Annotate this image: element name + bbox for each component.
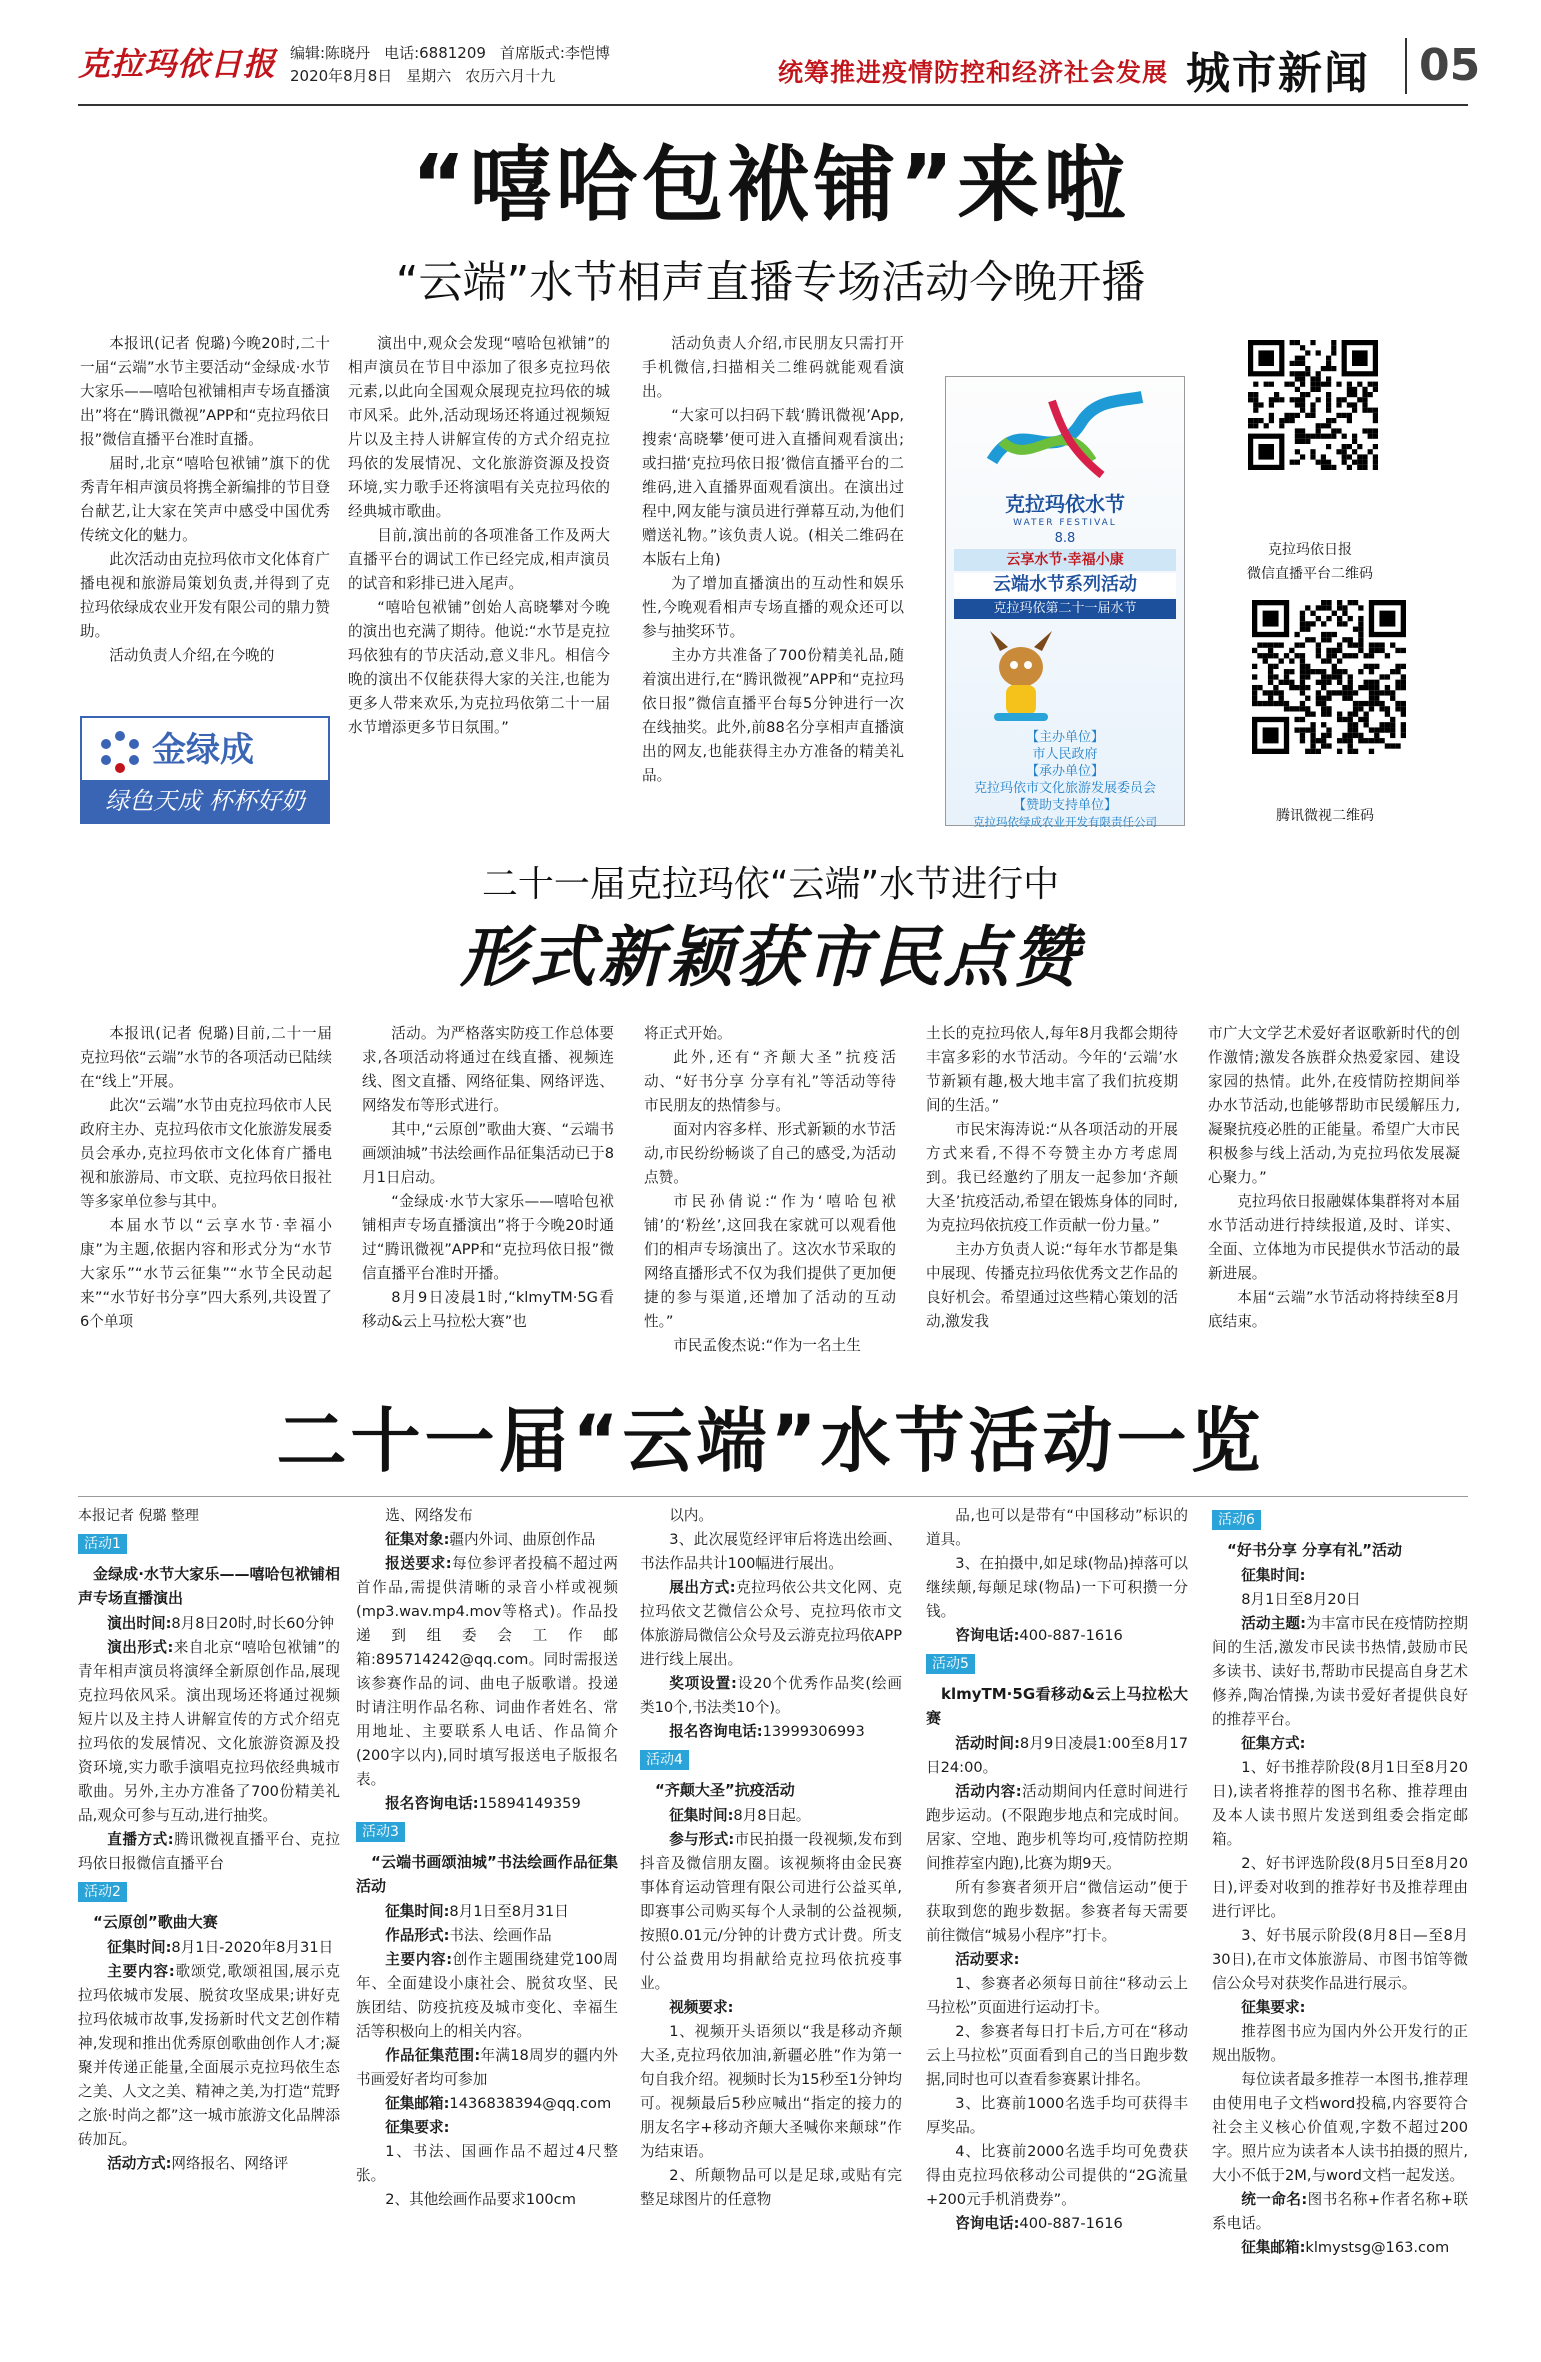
activity-field <box>926 1732 1188 1780</box>
field-label: 征集邮箱: <box>1241 2239 1306 2256</box>
article2-title: 形式新颖获市民点赞 <box>460 919 1081 996</box>
paragraph: 市民宋海涛说:“从各项活动的开展方式来看,不得不夸赞主办方考虑周到。我已经邀约了朋友一起参加‘齐颠大圣’抗疫活动,希望在锻炼身体的同时,为克拉玛依抗疫工作贡献一份力量。” <box>926 1121 1178 1234</box>
article1-subtitle: “云端”水节相声直播专场活动今晚开播 <box>395 257 1146 308</box>
article3-col2 <box>356 1504 618 2212</box>
paragraph: 面对内容多样、形式新颖的水节活动,市民纷纷畅谈了自己的感受,为活动点赞。 <box>644 1121 896 1186</box>
paragraph: 活动负责人介绍,市民朋友只需打开手机微信,扫描相关二维码就能观看演出。 <box>642 335 904 400</box>
paragraph: 每位读者最多推荐一本图书,推荐理由使用电子文档word投稿,内容要符合社会主义核心价值观,字数不超过200字。照片应为读者本人读书拍摄的照片,大小不低于2M,与word文档一起发送。 <box>1212 2071 1468 2184</box>
paragraph: 2、所颠物品可以是足球,或贴有完整足球图片的任意物 <box>640 2167 902 2208</box>
activity-field <box>356 1900 618 1924</box>
paragraph: 1、视频开头语须以“我是移动齐颠大圣,克拉玛依加油,新疆必胜”作为第一句自我介绍。视频时长为15秒至1分钟均可。视频最后5秒应喊出“指定的接力的朋友名字+移动齐颠大圣喊你来颠球”作为结束语。 <box>640 2023 902 2160</box>
activity-field <box>78 1828 340 1876</box>
paragraph: 3、好书展示阶段(8月8日—至8月30日),在市文体旅游局、市图书馆等微信公众号对获奖作品进行展示。 <box>1212 1927 1468 1992</box>
newspaper-logo: 克拉玛依日报 <box>78 45 277 83</box>
field-label: 直播方式: <box>107 1831 174 1848</box>
activity-field <box>640 1576 902 1672</box>
page-slogan: 统筹推进疫情防控和经济社会发展 <box>778 58 1169 87</box>
activity-title: “齐颠大圣”抗疫活动 <box>655 1781 795 1799</box>
festival-logo-icon <box>982 391 1150 487</box>
article1-col3 <box>642 332 904 788</box>
field-label: 演出形式: <box>107 1639 174 1656</box>
paragraph: 4、比赛前2000名选手均可免费获得由克拉玛依移动公司提供的“2G流量+200元手机消费券”。 <box>926 2143 1188 2208</box>
field-value: 8月1日-2020年8月31日 <box>171 1939 334 1956</box>
field-label: 咨询电话: <box>955 1627 1020 1644</box>
field-label: 作品征集范围: <box>385 2047 481 2064</box>
water-festival-poster <box>945 376 1185 829</box>
wechat-live-qr-code[interactable] <box>1248 340 1378 470</box>
paragraph: 3、在拍摄中,如足球(物品)掉落可以继续颠,每颠足球(物品)一下可积攒一分钱。 <box>926 1555 1188 1620</box>
article3-col3 <box>640 1504 902 2212</box>
field-label: 征集对象: <box>385 1531 450 1548</box>
paragraph: 活动负责人介绍,在今晚的 <box>109 647 275 664</box>
activity-field <box>926 1780 1188 1876</box>
field-value: 网络报名、网络评 <box>171 2155 289 2172</box>
activity-field <box>1212 1732 1468 1756</box>
field-value: 每位参评者投稿不超过两首作品,需提供清晰的录音小样或视频(mp3.wav.mp4.mov等格式)。作品投递到组委会工作邮箱:895714242@qq.com。同时需报送该参赛作品的词、曲电子版歌谱。投递时请注明作品名称、词曲作者姓名、常用地址、主要联系人电话、作品简介(200字以内),同时填写报送电子版报名表。 <box>356 1555 618 1788</box>
poster-edition: 克拉玛依第二十一届水节 <box>954 599 1176 619</box>
paragraph: 届时,北京“嘻哈包袱铺”旗下的优秀青年相声演员将携全新编排的节目登台献艺,让大家在笑声中感受中国优秀传统文化的魅力。 <box>80 455 330 544</box>
activity-field <box>78 1612 340 1636</box>
editor: 编辑:陈晓丹 <box>290 44 371 62</box>
paragraph: 克拉玛依日报融媒体集群将对本届水节活动进行持续报道,及时、详实、全面、立体地为市民提供水节活动的最新进展。 <box>1208 1193 1460 1282</box>
paragraph: 主办方共准备了700份精美礼品,随着演出进行,在“腾讯微视”APP和“克拉玛依日报”微信直播平台每5分钟进行一次在线抽奖。此外,前88名分享相声直播演出的网友,也能获得主办方准备的精美礼品。 <box>642 647 904 784</box>
field-value: 8月8日起。 <box>733 1807 811 1824</box>
field-value: 活动期间内任意时间进行跑步运动。(不限跑步地点和完成时间。居家、空地、跑步机等均可,疫情防控期间推荐室内跑),比赛为期9天。 <box>926 1783 1188 1872</box>
lunar-date: 农历六月十九 <box>465 67 556 85</box>
field-label: 主要内容: <box>385 1951 453 1968</box>
paragraph: 市民孟俊杰说:“作为一名土生 <box>673 1337 861 1354</box>
sponsor: 克拉玛依绿成农业开发有限责任公司 <box>973 815 1157 829</box>
article3-title: 二十一届“云端”水节活动一览 <box>276 1400 1265 1482</box>
field-label: 征集要求: <box>385 2119 450 2136</box>
activity-field <box>640 1804 902 1828</box>
article3-col5 <box>1212 1504 1468 2260</box>
paragraph: 此次活动由克拉玛依市文化体育广播电视和旅游局策划负责,并得到了克拉玛依绿成农业开发有限公司的鼎力赞助。 <box>80 551 330 640</box>
qr1-caption-line2: 微信直播平台二维码 <box>1247 566 1373 582</box>
article1-col2 <box>348 332 610 740</box>
sponsor-label: 【赞助支持单位】 <box>1012 798 1117 813</box>
ad-slogan: 绿色天成 杯杯好奶 <box>82 780 328 822</box>
field-value: 图书名称+作者名称+联系电话。 <box>1212 2191 1468 2232</box>
paragraph: 本报讯(记者 倪璐)今晚20时,二十一届“云端”水节主要活动“金绿成·水节大家乐——嘻哈包袱铺相声专场直播演出”将在“腾讯微视”APP和“克拉玛依日报”微信直播平台准时直播。 <box>80 335 330 448</box>
field-label: 活动要求: <box>955 1951 1020 1968</box>
activity-field <box>640 1996 902 2020</box>
field-value: 来自北京“嘻哈包袱铺”的青年相声演员将演绎全新原创作品,展现克拉玛依风采。演出现场还将通过视频短片以及主持人讲解宣传的方式介绍克拉玛依的发展情况、文化旅游资源及投资环境,实力歌手演唱克拉玛依经典城市歌曲。另外,主办方准备了700份精美礼品,观众可参与互动,进行抽奖。 <box>78 1639 341 1824</box>
field-label: 活动主题: <box>1241 1615 1306 1632</box>
field-label: 征集要求: <box>1241 1999 1306 2016</box>
paragraph: “金绿成·水节大家乐——嘻哈包袱铺相声专场直播演出”将于今晚20时通过“腾讯微视”APP和“克拉玛依日报”微信直播平台准时开播。 <box>362 1193 614 1282</box>
activity-title: “云端书画颂油城”书法绘画作品征集活动 <box>356 1853 618 1895</box>
field-label: 统一命名: <box>1241 2191 1308 2208</box>
field-label: 视频要求: <box>669 1999 734 2016</box>
phone: 电话:6881209 <box>384 44 486 62</box>
field-label: 征集邮箱: <box>385 2095 450 2112</box>
activity-field <box>78 1960 340 2152</box>
activity-field <box>356 1552 618 1792</box>
article3-divider <box>78 1496 1468 1497</box>
field-value: 市民拍摄一段视频,发布到抖音及微信朋友圈。该视频将由金民赛事体育运动管理有限公司进行公益买单,即赛事公司购买每个人录制的公益视频,按照0.01元/分钟的计费方式计费。所支付公益费用均捐献给克拉玛依抗疫事业。 <box>640 1831 903 1992</box>
paragraph: 本届“云端”水节活动将持续至8月底结束。 <box>1208 1289 1460 1330</box>
field-label: 征集时间: <box>1241 1567 1306 1584</box>
field-value: 创作主题围绕建党100周年、全面建设小康社会、脱贫攻坚、民族团结、防疫抗疫及城市变化、幸福生活等积极向上的相关内容。 <box>356 1951 619 2040</box>
field-value: 8月8日20时,时长60分钟 <box>171 1615 334 1632</box>
byline: 本报记者 倪璐 整理 <box>78 1508 199 1524</box>
activity-field <box>356 2116 618 2140</box>
activity-field <box>1212 1996 1468 2020</box>
article2-col1 <box>80 1022 332 1334</box>
host-label: 【主办单位】 <box>1025 730 1104 745</box>
field-label: 作品形式: <box>385 1927 450 1944</box>
paragraph: 将正式开始。 <box>644 1025 732 1042</box>
paragraph: 活动。为严格落实防疫工作总体要求,各项活动将通过在线直播、视频连线、图文直播、网络征集、网络评选、网络发布等形式进行。 <box>362 1025 614 1114</box>
activity-field <box>356 1948 618 2044</box>
poster-title: 克拉玛依水节 <box>1005 492 1125 516</box>
field-label: 活动内容: <box>955 1783 1022 1800</box>
page-number: 05 <box>1405 38 1480 94</box>
poster-theme: 云享水节·幸福小康 <box>954 549 1176 571</box>
activity-title: “好书分享 分享有礼”活动 <box>1227 1541 1402 1559</box>
qr2-caption: 腾讯微视二维码 <box>1276 808 1374 824</box>
field-label: 主要内容: <box>107 1963 175 1980</box>
paragraph: 市广大文学艺术爱好者讴歌新时代的创作激情;激发各族群众热爱家园、建设家园的热情。此外,在疫情防控期间举办水节活动,也能够帮助市民缓解压力,凝聚抗疫必胜的正能量。希望广大市民积极参与线上活动,为克拉玛依发展凝心聚力。” <box>1208 1025 1460 1186</box>
activity-field <box>78 2152 340 2176</box>
paragraph: 1、参赛者必须每日前往“移动云上马拉松”页面进行运动打卡。 <box>926 1975 1188 2016</box>
activity-field <box>640 1672 902 1720</box>
poster-subtitle-en: WATER FESTIVAL <box>1013 518 1117 528</box>
field-label: 活动方式: <box>107 2155 172 2172</box>
activity-field <box>356 2044 618 2092</box>
masthead <box>78 40 1481 99</box>
field-value: 疆内外词、曲原创作品 <box>449 1531 596 1548</box>
article2-col3 <box>644 1022 896 1358</box>
jinlvcheng-logo-icon <box>96 728 144 776</box>
field-value: 书法、绘画作品 <box>449 1927 552 1944</box>
paragraph: 品,也可以是带有“中国移动”标识的道具。 <box>926 1507 1188 1548</box>
article2-subtitle: 二十一届克拉玛依“云端”水节进行中 <box>481 864 1060 905</box>
activity-field <box>1212 1564 1468 1588</box>
paragraph: 3、比赛前1000名选手均可获得丰厚奖品。 <box>926 2095 1188 2136</box>
activity-tag: 活动1 <box>78 1534 127 1554</box>
paragraph: 2、参赛者每日打卡后,方可在“移动云上马拉松”页面看到自己的当日跑步数据,同时也可以查看参赛累计排名。 <box>926 2023 1188 2088</box>
field-value: 克拉玛依公共文化网、克拉玛依文艺微信公众号、克拉玛依市文体旅游局微信公众号及云游克拉玛依APP进行线上展出。 <box>640 1579 902 1668</box>
paragraph: 1、好书推荐阶段(8月1日至8月20日),读者将推荐的图书名称、推荐理由及本人读书照片发送到组委会指定邮箱。 <box>1212 1759 1468 1848</box>
activity-field <box>1212 2236 1468 2260</box>
activity-tag: 活动2 <box>78 1882 127 1902</box>
field-value: 13999306993 <box>762 1723 865 1740</box>
paragraph: 本届水节以“云享水节·幸福小康”为主题,依据内容和形式分为“水节大家乐”“水节云征集”“水节全民动起来”“水节好书分享”四大系列,共设置了6个单项 <box>80 1217 332 1330</box>
field-value: 1436838394@qq.com <box>449 2095 612 2112</box>
article3-col1 <box>78 1504 340 2176</box>
weekday: 星期六 <box>406 67 452 85</box>
field-label: 活动时间: <box>955 1735 1020 1752</box>
field-label: 报名咨询电话: <box>385 1795 479 1812</box>
field-label: 征集时间: <box>107 1939 172 1956</box>
activity-field <box>78 1636 340 1828</box>
paragraph: 此外,还有“齐颠大圣”抗疫活动、“好书分享 分享有礼”等活动等待市民朋友的热情参与。 <box>644 1049 896 1114</box>
paragraph: 其中,“云原创”歌曲大赛、“云端书画颂油城”书法绘画作品征集活动已于8月1日启动。 <box>362 1121 614 1186</box>
paragraph: 2、其他绘画作品要求100cm <box>385 2191 576 2208</box>
field-label: 征集时间: <box>669 1807 734 1824</box>
article1-title: “嘻哈包袱铺”来啦 <box>411 138 1130 233</box>
paragraph: 演出中,观众会发现“嘻哈包袱铺”的相声演员在节目中添加了很多克拉玛依元素,以此向全国观众展现克拉玛依的城市风采。此外,活动现场还将通过视频短片以及主持人讲解宣传的方式介绍克拉玛依的发展情况、文化旅游资源及投资环境,实力歌手还将演唱有关克拉玛依的经典城市歌曲。 <box>348 335 610 520</box>
paragraph: 市民孙倩说:“作为‘嘻哈包袱铺’的‘粉丝’,这回我在家就可以观看他们的相声专场演出了。这次水节采取的网络直播形式不仅为我们提供了更加便捷的参与渠道,还增加了活动的互动性。” <box>644 1193 896 1330</box>
activity-field <box>356 2092 618 2116</box>
activity-tag: 活动4 <box>640 1750 689 1770</box>
activity-title: klmyTM·5G看移动&云上马拉松大赛 <box>926 1685 1188 1727</box>
field-label: 征集时间: <box>385 1903 450 1920</box>
mascot-icon <box>986 627 1056 723</box>
article3-col4 <box>926 1504 1188 2236</box>
poster-series: 云端水节系列活动 <box>954 573 1176 597</box>
field-label: 征集方式: <box>1241 1735 1306 1752</box>
activity-title: 金绿成·水节大家乐——嘻哈包袱铺相声专场直播演出 <box>78 1565 340 1607</box>
activity-tag: 活动6 <box>1212 1510 1261 1530</box>
paragraph: “嘻哈包袱铺”创始人高晓攀对今晚的演出也充满了期待。他说:“水节是克拉玛依独有的节庆活动,意义非凡。相信今晚的演出不仅能获得大家的关注,也能为更多人带来欢乐,为克拉玛依第二十一届水节增添更多节日氛围。” <box>348 599 610 736</box>
paragraph: 为了增加直播演出的互动性和娱乐性,今晚观看相声专场直播的观众还可以参与抽奖环节。 <box>642 575 904 640</box>
field-value: 年满18周岁的疆内外书画爱好者均可参加 <box>356 2047 618 2088</box>
paragraph: 此次“云端”水节由克拉玛依市人民政府主办、克拉玛依市文化旅游发展委员会承办,克拉玛依市文化体育广播电视和旅游局、市文联、克拉玛依日报社等多家单位参与其中。 <box>80 1097 332 1210</box>
weishi-qr-code[interactable] <box>1252 600 1406 754</box>
activity-field <box>926 1624 1188 1648</box>
activity-field <box>926 2212 1188 2236</box>
field-value: 15894149359 <box>478 1795 581 1812</box>
activity-field <box>926 1948 1188 1972</box>
section-title: 城市新闻 <box>1186 48 1370 99</box>
field-value: 8月9日凌晨1:00至8月17日24:00。 <box>926 1735 1188 1776</box>
paragraph: 1、书法、国画作品不超过4尺整张。 <box>356 2143 618 2184</box>
field-value: 为丰富市民在疫情防控期间的生活,激发市民读书热情,鼓励市民多读书、读好书,帮助市民提高自身艺术修养,陶冶情操,为读书爱好者提供良好的推荐平台。 <box>1212 1615 1468 1728</box>
host: 市人民政府 <box>1032 747 1098 762</box>
field-value: 歌颂党,歌颂祖国,展示克拉玛依城市发展、脱贫攻坚成果;讲好克拉玛依城市故事,发扬新时代文艺创作精神,发现和推出优秀原创歌曲创作人才;凝聚并传递正能量,全面展示克拉玛依生态之美、人文之美、精神之美,为打造“荒野之旅·时尚之都”这一城市旅游文化品牌添砖加瓦。 <box>78 1963 340 2148</box>
activity-tag: 活动3 <box>356 1822 405 1842</box>
issue-meta <box>290 42 624 88</box>
paragraph: 8月9日凌晨1时,“klmyTM·5G看移动&云上马拉松大赛”也 <box>362 1289 614 1330</box>
poster-date: 8.8 <box>1054 531 1076 546</box>
field-label: 展出方式: <box>669 1579 736 1596</box>
field-value: 腾讯微视直播平台、克拉玛依日报微信直播平台 <box>78 1831 340 1872</box>
paragraph: 本报讯(记者 倪璐)目前,二十一届克拉玛依“云端”水节的各项活动已陆续在“线上”开展。 <box>80 1025 332 1090</box>
paragraph: 2、好书评选阶段(8月5日至8月20日),评委对收到的推荐好书及推荐理由进行评比。 <box>1212 1855 1468 1920</box>
field-label: 报送要求: <box>385 1555 452 1572</box>
article2-col4 <box>926 1022 1178 1334</box>
field-label: 奖项设置: <box>669 1675 737 1692</box>
field-value: 设20个优秀作品奖(绘画类10个,书法类10个)。 <box>640 1675 903 1716</box>
paragraph: 推荐图书应为国内外公开发行的正规出版物。 <box>1212 2023 1468 2064</box>
paragraph: 土长的克拉玛依人,每年8月我都会期待丰富多彩的水节活动。今年的‘云端’水节新颖有趣,极大地丰富了我们抗疫期间的生活。” <box>926 1025 1178 1114</box>
organizer: 克拉玛依市文化旅游发展委员会 <box>973 781 1156 796</box>
activity-field <box>356 1924 618 1948</box>
issue-date: 2020年8月8日 <box>290 67 393 85</box>
paragraph: 目前,演出前的各项准备工作及两大直播平台的调试工作已经完成,相声演员的试音和彩排已进入尾声。 <box>348 527 610 592</box>
paragraph: “大家可以扫码下载‘腾讯微视’App,搜索‘高晓攀’便可进入直播间观看演出;或扫描‘克拉玛依日报’微信直播平台的二维码,进入直播界面观看演出。在演出过程中,网友能与演员进行弹幕互动,为他们赠送礼物。”该负责人说。(相关二维码在本版右上角) <box>642 407 904 568</box>
article1-col1 <box>80 332 330 668</box>
activity-field <box>640 1828 902 1996</box>
activity-field <box>356 1792 618 1816</box>
paragraph: 所有参赛者须开启“微信运动”便于获取到您的跑步数据。参赛者每天需要前往微信“城易小程序”打卡。 <box>926 1879 1188 1944</box>
field-label: 参与形式: <box>669 1831 735 1848</box>
activity-title: “云原创”歌曲大赛 <box>93 1913 218 1931</box>
field-label: 演出时间: <box>107 1615 172 1632</box>
field-label: 咨询电话: <box>955 2215 1020 2232</box>
paragraph: 选、网络发布 <box>385 1507 473 1524</box>
paragraph: 3、此次展览经评审后将选出绘画、书法作品共计100幅进行展出。 <box>640 1531 902 1572</box>
article2-col2 <box>362 1022 614 1334</box>
activity-field <box>1212 1612 1468 1732</box>
activity-tag: 活动5 <box>926 1654 975 1674</box>
activity-field <box>640 1720 902 1744</box>
field-value: klmystsg@163.com <box>1305 2239 1450 2256</box>
activity-field <box>356 1528 618 1552</box>
ad-brand: 金绿成 <box>152 730 254 770</box>
paragraph: 以内。 <box>669 1507 713 1524</box>
field-label: 报名咨询电话: <box>669 1723 763 1740</box>
designer: 首席版式:李恺博 <box>499 44 610 62</box>
qr1-caption-line1: 克拉玛依日报 <box>1268 542 1352 558</box>
organizer-label: 【承办单位】 <box>1025 764 1104 779</box>
poster-credits <box>946 729 1184 831</box>
activity-field <box>78 1936 340 1960</box>
field-value: 400-887-1616 <box>1019 2215 1123 2232</box>
header-divider <box>78 104 1468 106</box>
paragraph: 主办方负责人说:“每年水节都是集中展现、传播克拉玛依优秀文艺作品的良好机会。希望通过这些精心策划的活动,激发我 <box>926 1241 1178 1330</box>
field-value: 400-887-1616 <box>1019 1627 1123 1644</box>
article2-col5 <box>1208 1022 1460 1334</box>
activity-field <box>1212 2188 1468 2236</box>
jinlvcheng-ad <box>80 716 330 824</box>
paragraph: 8月1日至8月20日 <box>1241 1591 1361 1608</box>
field-value: 8月1日至8月31日 <box>449 1903 569 1920</box>
